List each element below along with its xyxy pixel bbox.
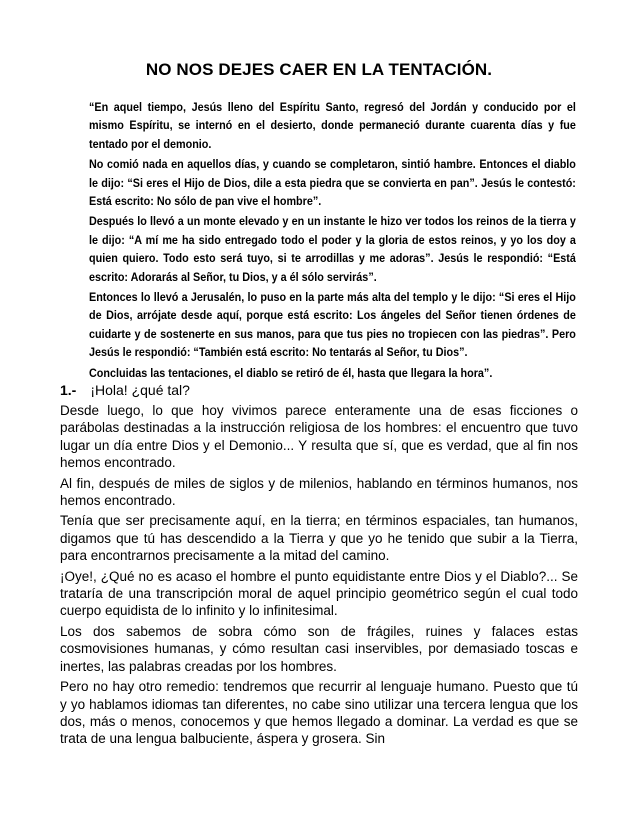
section-heading [60, 380, 190, 400]
quote-paragraph: Entonces lo llevó a Jerusalén, lo puso en la parte más alta del templo y le dijo: “Si eres el Hijo de Dios, arrójate desde aquí, porque está escrito: Los ángeles del Señor tienen órdenes de cuidarte y de sostenerte en sus manos, para que tus pies no tropiecen con las piedras”. Pero Jesús le respondió: “También está escrito: No tentarás al Señor, tu Dios”. [89, 290, 576, 360]
gospel-quote [89, 98, 576, 384]
page-title: NO NOS DEJES CAER EN LA TENTACIÓN. [145, 60, 493, 79]
quote-paragraph: Concluidas las tentaciones, el diablo se retiró de él, hasta que llegara la hora”. [89, 365, 493, 380]
quote-paragraph: Después lo llevó a un monte elevado y en un instante le hizo ver todos los reinos de la tierra y le dijo: “A mí me ha sido entregado todo el poder y la gloria de estos reinos, y yo los doy a quien quiero. Todo esto será tuyo, si te arrodillas y me adoras”. Jesús le respondió: “Está escrito: Adorarás al Señor, tu Dios, y a él sólo servirás”. [89, 214, 576, 284]
body-paragraph: Tenía que ser precisamente aquí, en la tierra; en términos espaciales, tan humanos, digamos que tú has descendido a la Tierra y que yo he tenido que subir a la Tierra, para encontrarnos precisamente a la mitad del camino. [60, 513, 578, 564]
body-paragraph: Al fin, después de miles de siglos y de milenios, hablando en términos humanos, nos hemos encontrado. [60, 475, 578, 509]
section-heading-text: ¡Hola! ¿qué tal? [90, 382, 190, 398]
section-number: 1.- [60, 382, 77, 398]
body-paragraph: Los dos sabemos de sobra cómo son de frágiles, ruines y falaces estas cosmovisiones humanas, y cómo resultan casi inservibles, por demasiado toscas e inertes, las palabras creadas por los hombres. [60, 623, 578, 674]
body-paragraph: Desde luego, lo que hoy vivimos parece enteramente una de esas ficciones o parábolas destinadas a la instrucción religiosa de los hombres: el encuentro que tuvo lugar un día entre Dios y el Demonio... Y resulta que sí, que es verdad, que al fin nos hemos encontrado. [60, 403, 578, 471]
body-paragraph: ¡Oye!, ¿Qué no es acaso el hombre el punto equidistante entre Dios y el Diablo?... Se trataría de una transcripción moral de aquel principio geométrico según el cual todo cuerpo equidista de lo infinito y lo infinitesimal. [60, 568, 578, 619]
body-paragraph: Pero no hay otro remedio: tendremos que recurrir al lenguaje humano. Puesto que tú y yo hablamos idiomas tan diferentes, no cabe sino utilizar una tercera lengua que los dos, más o menos, conocemos y que hemos llegado a dominar. La verdad es que se trata de una lengua balbuciente, áspera y grosera. Sin [60, 679, 578, 747]
body-text [60, 402, 578, 751]
quote-paragraph: No comió nada en aquellos días, y cuando se completaron, sintió hambre. Entonces el diablo le dijo: “Si eres el Hijo de Dios, dile a esta piedra que se convierta en pan”. Jesús le contestó: Está escrito: No sólo de pan vive el hombre”. [89, 157, 576, 209]
quote-paragraph: “En aquel tiempo, Jesús lleno del Espíritu Santo, regresó del Jordán y conducido por el mismo Espíritu, se internó en el desierto, donde permaneció durante cuarenta días y fue tentado por el demonio. [89, 100, 576, 151]
